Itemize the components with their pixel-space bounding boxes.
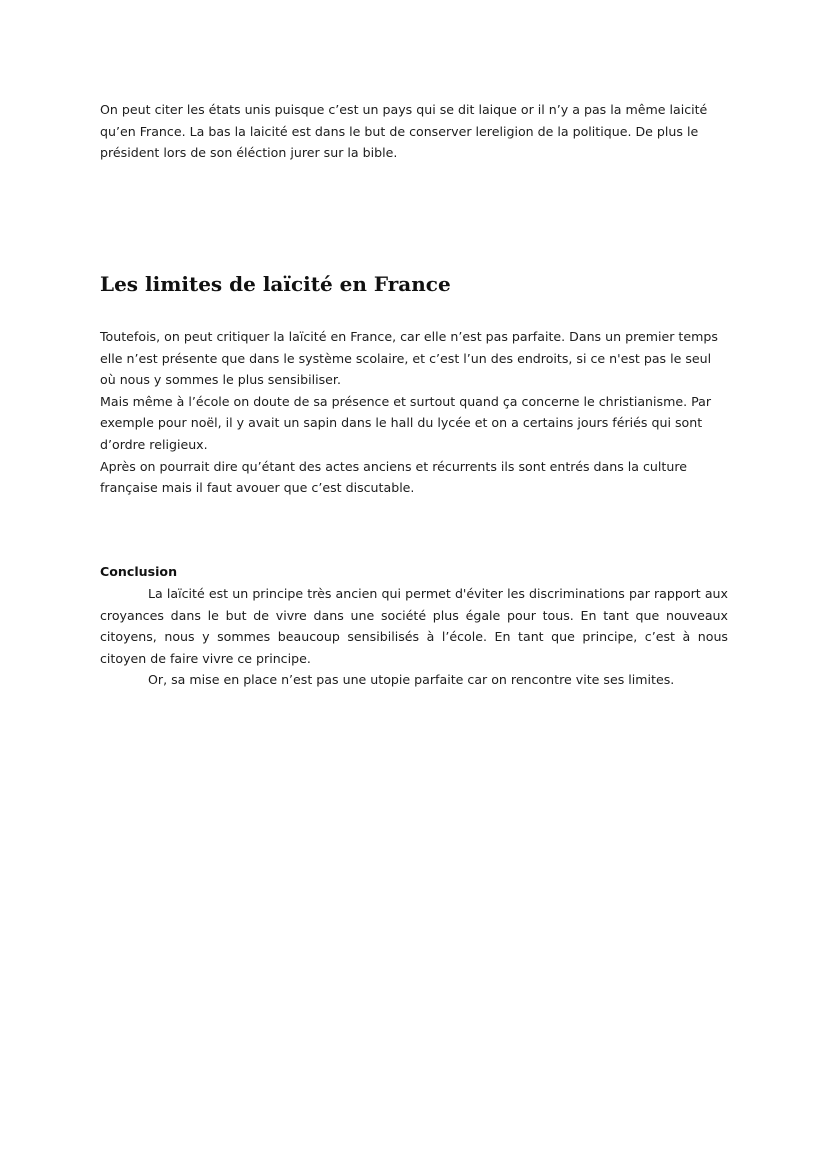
limits-paragraph: Toutefois, on peut critiquer la laïcité en France, car elle n’est pas parfaite. Dans un premier temps elle n’est présente que dans le système scolaire, et c’est l’un des endroits, si ce n'est pas le seul où nous y sommes le plus sensibiliser. [100,329,718,388]
limits-section [100,326,728,499]
intro-paragraph: On peut citer les états unis puisque c’est un pays qui se dit laique or il n’y a pas la même laicité qu’en France. La bas la laicité est dans le but de conserver lereligion de la politique. De plus le président lors de son éléction jurer sur la bible. [100,102,708,161]
conclusion-section [100,583,728,691]
conclusion-paragraph: Or, sa mise en place n’est pas une utopie parfaite car on rencontre vite ses limites. [148,672,675,688]
limits-paragraph: Après on pourrait dire qu’étant des actes anciens et récurrents ils sont entrés dans la culture française mais il faut avouer que c’est discutable. [100,458,687,496]
intro-section [100,99,728,164]
section-heading: Les limites de laïcité en France [100,272,451,296]
conclusion-heading: Conclusion [100,564,178,579]
conclusion-paragraph: La laïcité est un principe très ancien qui permet d'éviter les discriminations par rapport aux croyances dans le but de vivre dans une société plus égale pour tous. En tant que nouveaux citoyens, nous y sommes beaucoup sensibilisés à l’école. En tant que principe, c’est à nous citoyen de faire vivre ce principe. [100,586,728,666]
limits-paragraph: Mais même à l’école on doute de sa présence et surtout quand ça concerne le christianisme. Par exemple pour noël, il y avait un sapin dans le hall du lycée et on a certains jours fériés qui sont d’ordre religieux. [100,393,712,452]
